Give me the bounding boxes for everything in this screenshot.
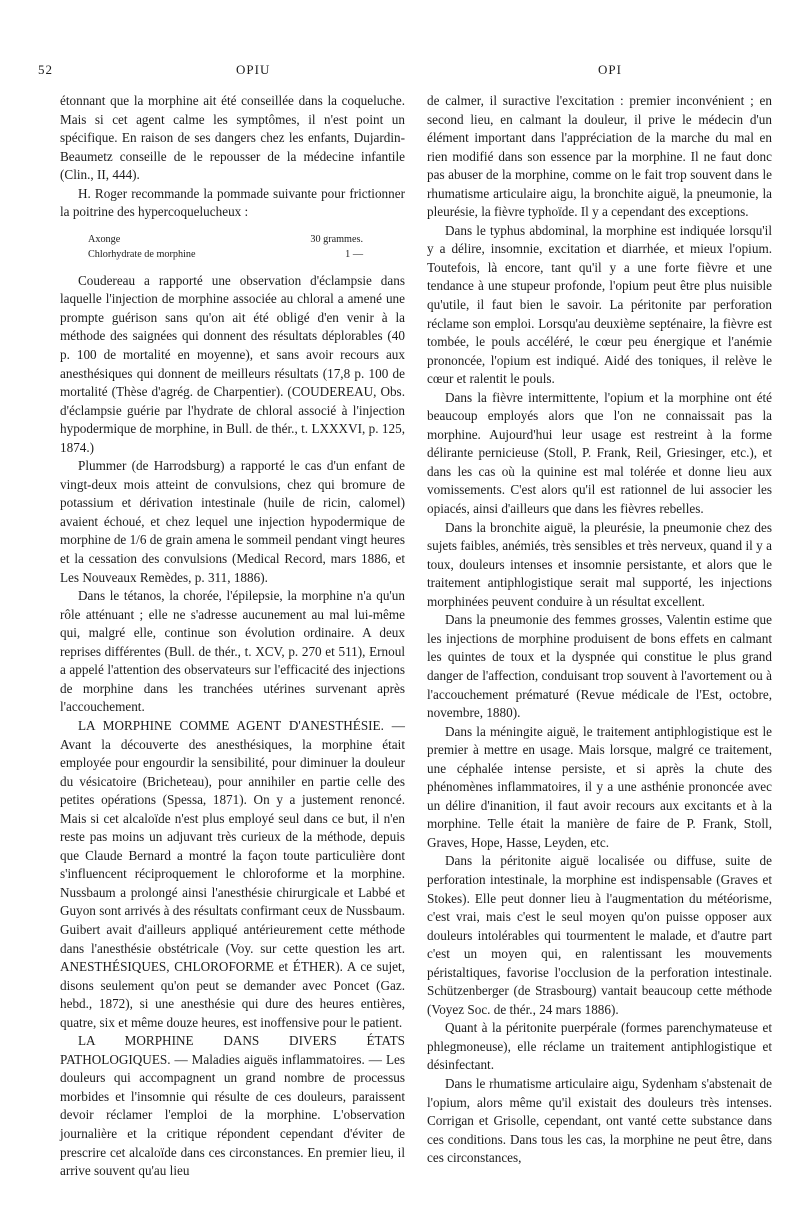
paragraph: de calmer, il suractive l'excitation : premier inconvénient ; en second lieu, en calmant la douleur, il prive le médecin d'un élément important dans l'appréciation de la marche du mal en rien modifié dans son essence par la morphine. Il ne faut donc pas abuser de la morphine, comme on le fait trop souvent dans le rhumatisme articulaire aigu, la bronchite aiguë, la pneumonie, la pleurésie, la fièvre typhoïde. Il y a cependant des exceptions. bbox=[427, 93, 772, 220]
ointment-recipe bbox=[88, 232, 405, 262]
paragraph: Plummer (de Harrodsburg) a rapporté le cas d'un enfant de vingt-deux mois atteint de convulsions, chez qui bromure de potassium et dérivation intestinale (huile de ricin, calomel) avaient échoué, et chez lequel une injection hypodermique de morphine de 1/6 de grain amena le sommeil pendant vingt heures et la cessation des convulsions (Medical Record, mars 1886, et Les Nouveaux Remèdes, p. 311, 1886). bbox=[60, 458, 405, 585]
paragraph: Dans le tétanos, la chorée, l'épilepsie, la morphine n'a qu'un rôle atténuant ; elle ne s'adresse aucunement au mal lui-même qui, malgré elle, continue son évolution ordinaire. A deux reprises différentes (Bull. de thér., t. XCV, p. 270 et 511), Ernoul a appelé l'attention des observateurs sur l'efficacité des injections de morphine dans les tranchées utérines survenant après l'accouchement. bbox=[60, 588, 405, 715]
section-paragraph: LA MORPHINE COMME AGENT D'ANESTHÉSIE. — Avant la découverte des anesthésiques, la morphine était employée pour engourdir la sensibilité, pour diminuer la douleur du vésicatoire (Bricheteau), pour annihiler en partie celle des petites opérations (Spessa, 1871). On y a justement renoncé. Mais si cet alcaloïde n'est plus employé seul dans ce but, il n'en reste pas moins un adjuvant très curieux de la méthode, depuis que Claude Bernard a montré la façon toute particulière dont s'influencent réciproquement le chloroforme et la morphine. Nussbaum a prolongé ainsi l'anesthésie chirurgicale et Labbé et Guyon sont arrivés à des résultats confirmant ceux de Nussbaum. Guibert avait d'ailleurs appliqué antérieurement cette méthode dans l'anesthésie obstétricale (Voy. sur cette question les art. ANESTHÉSIQUES, CHLOROFORME et ÉTHER). A ce sujet, disons seulement qu'on peut se demander avec Poncet (Gaz. hebd., 1872), si une anesthésie qui dure des heures entières, quatre, six et même douze heures, est inoffensive pour le patient. bbox=[60, 717, 405, 1030]
running-head-left: OPIU bbox=[236, 62, 271, 77]
paragraph: Dans la péritonite aiguë localisée ou diffuse, suite de perforation intestinale, la morphine est indispensable (Graves et Stokes). Elle peut donner lieu à l'augmentation du météorisme, c'est vrai, mais c'est le seul moyen qu'on puisse opposer aux douleurs intolérables qui tourmentent le malade, et d'autre part c'est un moyen qui, en ralentissant les mouvements péristaltiques, favorise l'occlusion de la perforation intestinale. Schützenberger (de Strasbourg) vantait beaucoup cette méthode (Voyez Soc. de thér., 24 mars 1886). bbox=[427, 853, 772, 1017]
paragraph: H. Roger recommande la pommade suivante pour frictionner la poitrine des hypercoquelucheux : bbox=[60, 185, 405, 220]
recipe-item: Axonge bbox=[88, 233, 121, 245]
paragraph: Dans le typhus abdominal, la morphine est indiquée lorsqu'il y a délire, insomnie, excitation et diarrhée, et mieux l'opium. Toutefois, là encore, tant qu'il y a une forte fièvre et une tendance à une stupeur profonde, l'opium peut être plus nuisible qu'utile, il faut bien le savoir. La péritonite par perforation réclame son emploi. Lorsqu'au deuxième septénaire, la fièvre est tombée, le pouls accéléré, le cœur peu énergique et l'anémie prononcée, l'opium est indiqué. Aidé des toniques, il relève le cœur et ralentit le pouls. bbox=[427, 222, 772, 387]
paragraph: Coudereau a rapporté une observation d'éclampsie dans laquelle l'injection de morphine associée au chloral a amené une prompte guérison sans qu'on ait été obligé d'en venir à la méthode des saignées qui donnent des résultats déplorables (40 p. 100 de mortalité en moyenne), et sans avoir recours aux anesthésiques qui donnent de meilleurs résultats (17,8 p. 100 de mortalité (Thèse d'agrég. de Charpentier). (COUDEREAU, Obs. d'éclampsie guérie par l'hydrate de chloral associé à l'injection hypodermique de morphine, in Bull. de thér., t. LXXXVI, p. 125, 1874.) bbox=[60, 272, 405, 455]
paragraph: Dans la fièvre intermittente, l'opium et la morphine ont été beaucoup employés alors que l'on ne connaissait pas la morphine. Aujourd'hui leur usage est restreint à la forme délirante pernicieuse (Stoll, P. Frank, Reil, Griesinger, etc.), et dans les cas où la quinine est mal tolérée et donne lieu aux vomissements. C'est alors qu'il est rationnel de lui associer les opiacés, ainsi d'ailleurs que dans les fièvres rebelles. bbox=[427, 389, 772, 517]
paragraph: étonnant que la morphine ait été conseillée dans la coqueluche. Mais si cet agent calme les symptômes, il n'est point un spécifique. En raison de ses dangers chez les enfants, Dujardin-Beaumetz conseille de le repousser de la médecine infantile (Clin., II, 444). bbox=[60, 93, 405, 183]
recipe-row bbox=[88, 232, 405, 247]
recipe-item: Chlorhydrate de morphine bbox=[88, 248, 196, 260]
page-number: 52 bbox=[38, 62, 53, 77]
paragraph: Dans le rhumatisme articulaire aigu, Sydenham s'abstenait de l'opium, alors même qu'il existait des douleurs très intenses. Corrigan et Grisolle, cependant, ont vanté cette substance dans ces conditions. Dans tous les cas, la morphine ne peut être, dans ces circonstances, bbox=[427, 1075, 772, 1166]
section-paragraph: LA MORPHINE DANS DIVERS ÉTATS PATHOLOGIQUES. — Maladies aiguës inflammatoires. — Les douleurs qui accompagnent un grand nombre de processus morbides et l'insomnie qui résulte de ces douleurs, paraissent devoir réclamer l'emploi de la morphine. L'observation journalière et la critique répondent cependant d'éviter de prescrire cet alcaloïde dans ces circonstances. En premier lieu, il arrive souvent qu'au lieu bbox=[60, 1033, 405, 1179]
recipe-quantity: 1 — bbox=[345, 248, 363, 260]
recipe-quantity: 30 grammes. bbox=[310, 233, 363, 245]
left-column bbox=[60, 92, 405, 1181]
running-head-right: OPI bbox=[598, 62, 622, 77]
paragraph: Dans la bronchite aiguë, la pleurésie, la pneumonie chez des sujets faibles, anémiés, très sensibles et très nerveux, quand il y a toux, douleurs intenses et insomnie persistante, et alors que le traitement antiphlogistique serait mal supporté, les injections morphinées peuvent conduire à un résultat excellent. bbox=[427, 519, 772, 609]
recipe-row bbox=[88, 247, 405, 262]
paragraph: Dans la pneumonie des femmes grosses, Valentin estime que les injections de morphine produisent de bons effets en calmant les quintes de toux et la dyspnée qui constitue le plus grand danger de l'affection, conduisant trop souvent à l'avortement ou à l'accouchement prématuré (Revue médicale de l'Est, octobre, novembre, 1880). bbox=[427, 612, 772, 721]
paragraph: Quant à la péritonite puerpérale (formes parenchymateuse et phlegmoneuse), elle réclame un traitement antiphlogistique et désinfectant. bbox=[427, 1020, 772, 1073]
paragraph: Dans la méningite aiguë, le traitement antiphlogistique est le premier à mettre en usage. Mais lorsque, malgré ce traitement, une céphalée intense persiste, et si après la chute des phénomènes inflammatoires, il y a une asthénie prononcée avec un délire d'inanition, il faut avoir recours aux excitants et à la morphine. Telle était la manière de faire de P. Frank, Stoll, Graves, Hope, Hasse, Leyden, etc. bbox=[427, 723, 772, 850]
right-column bbox=[427, 92, 772, 1168]
